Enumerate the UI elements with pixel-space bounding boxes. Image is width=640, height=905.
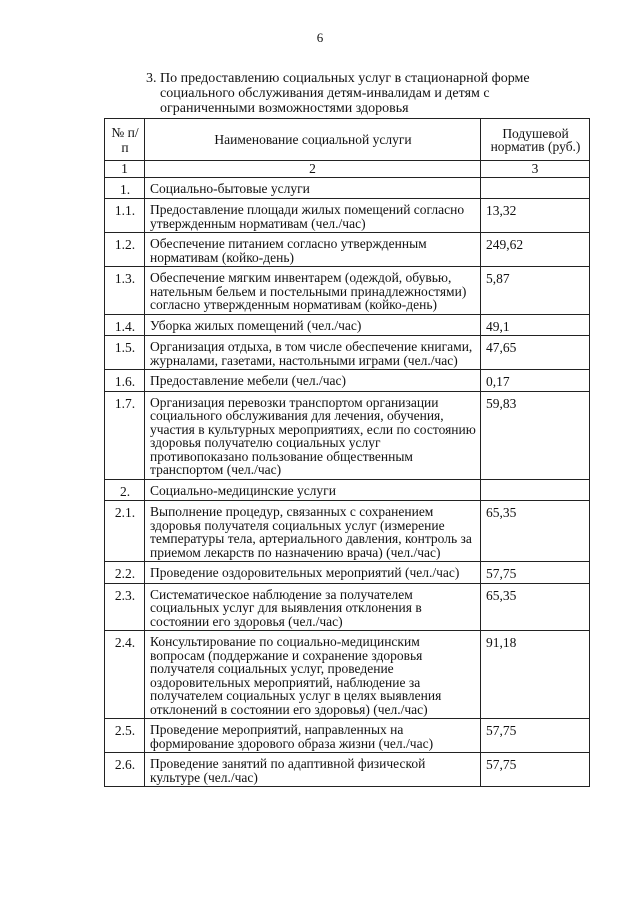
column-index: 2: [145, 161, 481, 178]
service-name: Систематическое наблюдение за получателем социальных услуг для выявления отклонения в состоянии его здоровья (чел./час): [145, 583, 481, 631]
service-name: Проведение занятий по адаптивной физической культуре (чел./час): [145, 753, 481, 787]
table-row: [105, 177, 590, 199]
section-heading: [146, 71, 576, 116]
row-number: 2.4.: [105, 631, 145, 719]
service-name: Обеспечение мягким инвентарем (одеждой, обувью, нательным бельем и постельными принадлежностями) согласно утвержденным нормативам (койко-день): [145, 267, 481, 315]
service-name: Проведение мероприятий, направленных на формирование здорового образа жизни (чел./час): [145, 719, 481, 753]
service-name: Проведение оздоровительных мероприятий (чел./час): [145, 562, 481, 584]
norm-value: 47,65: [481, 336, 590, 370]
table-body: [105, 177, 590, 787]
service-name: Консультирование по социально-медицинским вопросам (поддержание и сохранение здоровья получателя социальных услуг, проведение оздоровительных мероприятий, наблюдение за получателем социальных услуг в целях выявления отклонений в состоянии его здоровья) (чел./час): [145, 631, 481, 719]
norm-value: 249,62: [481, 233, 590, 267]
row-number: 2.6.: [105, 753, 145, 787]
norm-value: 59,83: [481, 391, 590, 479]
table-row: [105, 753, 590, 787]
row-number: 1.5.: [105, 336, 145, 370]
page-number: 6: [316, 30, 324, 45]
column-index: 1: [105, 161, 145, 178]
table-row: [105, 391, 590, 479]
table-row: [105, 233, 590, 267]
header-number: № п/п: [105, 119, 145, 161]
table-row: [105, 479, 590, 501]
header-service-name: Наименование социальной услуги: [145, 119, 481, 161]
row-number: 1.6.: [105, 370, 145, 392]
heading-line-2: социального обслуживания детям-инвалидам и детям с: [160, 86, 490, 101]
table-row: [105, 267, 590, 315]
table-row: [105, 336, 590, 370]
table-row: [105, 719, 590, 753]
column-index-row: [105, 161, 590, 178]
row-number: 2.: [105, 479, 145, 501]
norm-value: 5,87: [481, 267, 590, 315]
norm-value: 57,75: [481, 719, 590, 753]
table-row: [105, 199, 590, 233]
row-number: 2.5.: [105, 719, 145, 753]
header-norm: Подушевой норматив (руб.): [481, 119, 590, 161]
service-name: Организация отдыха, в том числе обеспечение книгами, журналами, газетами, настольными играми (чел./час): [145, 336, 481, 370]
table-row: [105, 631, 590, 719]
service-name: Социально-медицинские услуги: [145, 479, 481, 501]
table-row: [105, 562, 590, 584]
table-header-row: [105, 119, 590, 161]
norm-value: [481, 177, 590, 199]
service-name: Социально-бытовые услуги: [145, 177, 481, 199]
norm-value: 49,1: [481, 314, 590, 336]
row-number: 1.1.: [105, 199, 145, 233]
norm-value: 65,35: [481, 583, 590, 631]
row-number: 1.4.: [105, 314, 145, 336]
table-row: [105, 501, 590, 562]
table-row: [105, 314, 590, 336]
service-name: Уборка жилых помещений (чел./час): [145, 314, 481, 336]
row-number: 2.3.: [105, 583, 145, 631]
norm-value: 57,75: [481, 753, 590, 787]
service-name: Предоставление площади жилых помещений согласно утвержденным нормативам (чел./час): [145, 199, 481, 233]
row-number: 2.2.: [105, 562, 145, 584]
services-table: [104, 118, 590, 787]
service-name: Предоставление мебели (чел./час): [145, 370, 481, 392]
norm-value: 0,17: [481, 370, 590, 392]
service-name: Выполнение процедур, связанных с сохранением здоровья получателя социальных услуг (измерение температуры тела, артериального давления, контроль за приемом лекарств по назначению врача) (чел./час): [145, 501, 481, 562]
row-number: 1.7.: [105, 391, 145, 479]
table-row: [105, 370, 590, 392]
norm-value: 91,18: [481, 631, 590, 719]
row-number: 1.3.: [105, 267, 145, 315]
norm-value: [481, 479, 590, 501]
norm-value: 13,32: [481, 199, 590, 233]
service-name: Обеспечение питанием согласно утвержденным нормативам (койко-день): [145, 233, 481, 267]
table-row: [105, 583, 590, 631]
norm-value: 57,75: [481, 562, 590, 584]
row-number: 1.2.: [105, 233, 145, 267]
row-number: 2.1.: [105, 501, 145, 562]
row-number: 1.: [105, 177, 145, 199]
heading-line-3: ограниченными возможностями здоровья: [160, 101, 409, 116]
norm-value: 65,35: [481, 501, 590, 562]
heading-line-1: 3. По предоставлению социальных услуг в стационарной форме: [146, 71, 530, 86]
service-name: Организация перевозки транспортом организации социального обслуживания для лечения, обучения, участия в культурных мероприятиях, если по состоянию здоровья получателю социальных услуг противопоказано пользование общественным транспортом (чел./час): [145, 391, 481, 479]
column-index: 3: [481, 161, 590, 178]
